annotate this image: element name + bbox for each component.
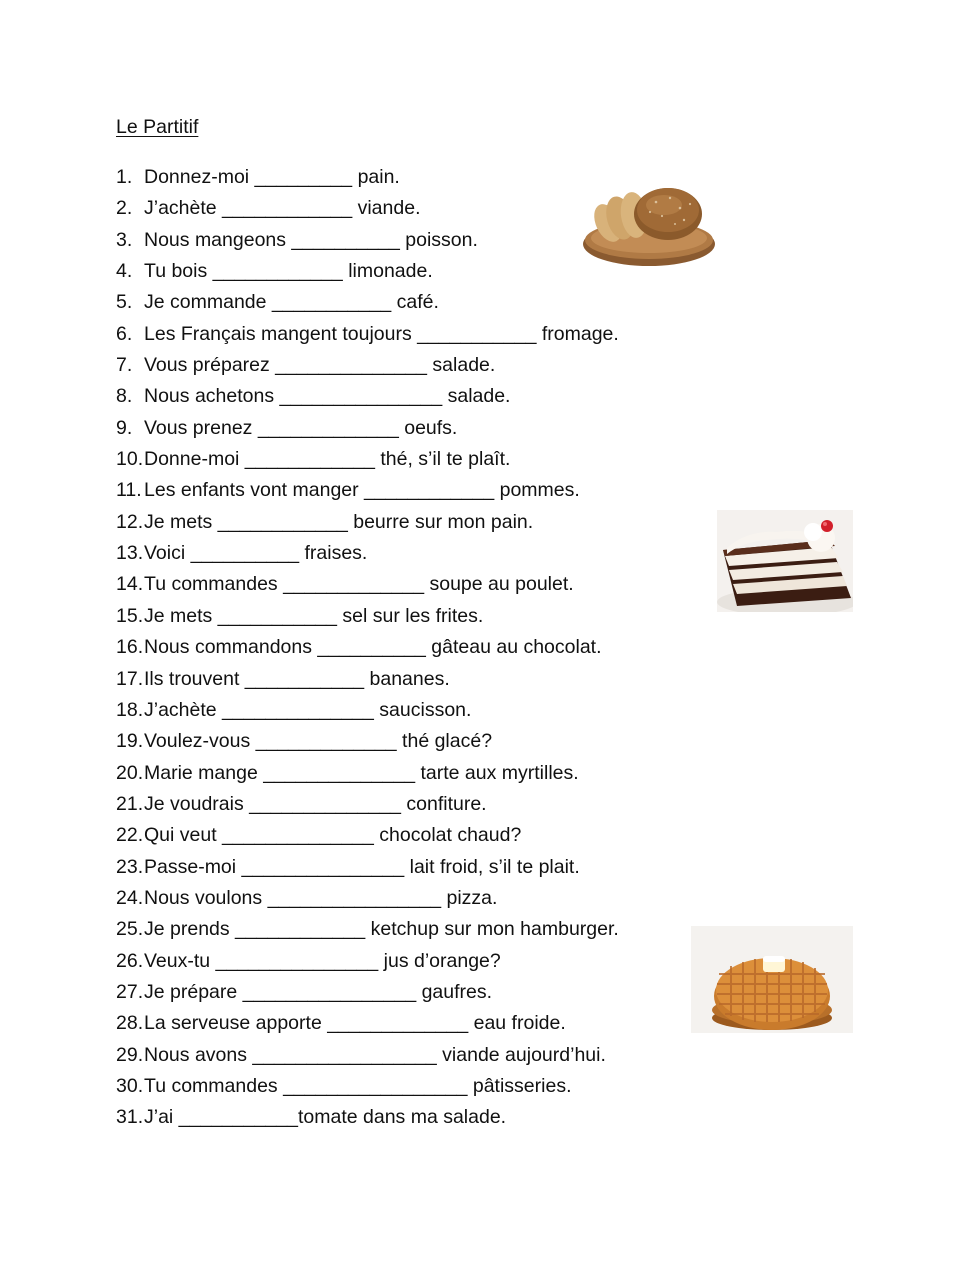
item-number: 19. <box>116 730 144 753</box>
item-text: Donne-moi ____________ thé, s’il te plaît. <box>144 448 511 471</box>
item-text: Ils trouvent ___________ bananes. <box>144 667 450 690</box>
item-text: Je mets ____________ beurre sur mon pain. <box>144 510 534 533</box>
item-text: Je voudrais ______________ confiture. <box>144 792 487 815</box>
exercise-item <box>116 789 619 820</box>
exercise-item <box>116 193 619 224</box>
exercise-item <box>116 413 619 444</box>
item-number: 6. <box>116 322 133 345</box>
item-text: J’achète ____________ viande. <box>144 197 421 220</box>
waffle-image <box>691 926 853 1033</box>
exercise-item <box>116 256 619 287</box>
item-text: Je prends ____________ ketchup sur mon hamburger. <box>144 918 619 941</box>
exercise-item <box>116 1040 619 1071</box>
item-number: 26. <box>116 949 144 972</box>
exercise-item <box>116 664 619 695</box>
exercise-item <box>116 632 619 663</box>
item-number: 12. <box>116 510 144 533</box>
item-number: 20. <box>116 761 144 784</box>
item-number: 2. <box>116 197 133 220</box>
item-text: Je commande ___________ café. <box>144 291 439 314</box>
exercise-item <box>116 538 619 569</box>
item-number: 14. <box>116 573 144 596</box>
exercise-item <box>116 350 619 381</box>
exercise-item <box>116 569 619 600</box>
item-number: 17. <box>116 667 144 690</box>
item-text: Vous prenez _____________ oeufs. <box>144 416 458 439</box>
exercise-item <box>116 601 619 632</box>
item-text: Les enfants vont manger ____________ pommes. <box>144 479 580 502</box>
item-number: 5. <box>116 291 133 314</box>
item-text: Nous achetons _______________ salade. <box>144 385 511 408</box>
exercise-item <box>116 381 619 412</box>
exercise-item <box>116 162 619 193</box>
exercise-item <box>116 444 619 475</box>
item-text: J’ai ___________tomate dans ma salade. <box>144 1106 507 1129</box>
item-text: Voici __________ fraises. <box>144 542 368 565</box>
item-text: Je prépare ________________ gaufres. <box>144 980 493 1003</box>
item-text: Tu bois ____________ limonade. <box>144 260 433 283</box>
item-text: Je mets ___________ sel sur les frites. <box>144 604 484 627</box>
exercise-item <box>116 1008 619 1039</box>
item-text: Les Français mangent toujours ___________ fromage. <box>144 322 619 345</box>
exercise-item <box>116 758 619 789</box>
item-text: Nous voulons ________________ pizza. <box>144 886 498 909</box>
item-number: 21. <box>116 792 144 815</box>
item-number: 25. <box>116 918 144 941</box>
exercise-item <box>116 287 619 318</box>
item-number: 1. <box>116 166 133 188</box>
exercise-item <box>116 319 619 350</box>
exercise-item <box>116 1071 619 1102</box>
exercise-item <box>116 852 619 883</box>
item-text: Tu commandes _____________ soupe au poulet. <box>144 573 574 596</box>
exercise-list <box>116 162 619 1134</box>
item-number: 22. <box>116 824 144 847</box>
item-text: Vous préparez ______________ salade. <box>144 354 496 377</box>
bread-image <box>580 178 718 272</box>
exercise-item <box>116 820 619 851</box>
item-number: 9. <box>116 416 133 439</box>
item-number: 10. <box>116 448 144 471</box>
item-text: Nous commandons __________ gâteau au chocolat. <box>144 636 602 659</box>
item-number: 16. <box>116 636 144 659</box>
item-text: Veux-tu _______________ jus d’orange? <box>144 949 501 972</box>
item-number: 27. <box>116 980 144 1003</box>
exercise-item <box>116 1102 619 1133</box>
item-number: 3. <box>116 228 133 251</box>
item-text: Nous avons _________________ viande aujourd’hui. <box>144 1043 606 1066</box>
item-number: 29. <box>116 1043 144 1066</box>
item-number: 13. <box>116 542 144 565</box>
item-text: Donnez-moi _________ pain. <box>144 166 400 188</box>
item-number: 28. <box>116 1012 144 1035</box>
exercise-item <box>116 883 619 914</box>
item-number: 24. <box>116 886 144 909</box>
exercise-item <box>116 475 619 506</box>
item-text: J’achète ______________ saucisson. <box>144 698 472 721</box>
exercise-item <box>116 695 619 726</box>
item-number: 7. <box>116 354 133 377</box>
cake-image <box>717 510 853 612</box>
item-text: Qui veut ______________ chocolat chaud? <box>144 824 522 847</box>
exercise-item <box>116 946 619 977</box>
item-number: 23. <box>116 855 144 878</box>
item-number: 15. <box>116 604 144 627</box>
item-number: 18. <box>116 698 144 721</box>
item-number: 8. <box>116 385 133 408</box>
page-title: Le Partitif <box>116 116 199 138</box>
item-text: La serveuse apporte _____________ eau froide. <box>144 1012 566 1035</box>
item-number: 11. <box>116 479 142 502</box>
exercise-item <box>116 977 619 1008</box>
exercise-item <box>116 726 619 757</box>
item-number: 31. <box>116 1106 144 1129</box>
item-text: Voulez-vous _____________ thé glacé? <box>144 730 493 753</box>
exercise-item <box>116 507 619 538</box>
item-text: Tu commandes _________________ pâtisseries. <box>144 1074 572 1097</box>
item-number: 30. <box>116 1074 144 1097</box>
item-text: Marie mange ______________ tarte aux myrtilles. <box>144 761 579 784</box>
item-text: Nous mangeons __________ poisson. <box>144 228 478 251</box>
exercise-item <box>116 914 619 945</box>
item-number: 4. <box>116 260 133 283</box>
exercise-item <box>116 225 619 256</box>
item-text: Passe-moi _______________ lait froid, s’il te plait. <box>144 855 580 878</box>
